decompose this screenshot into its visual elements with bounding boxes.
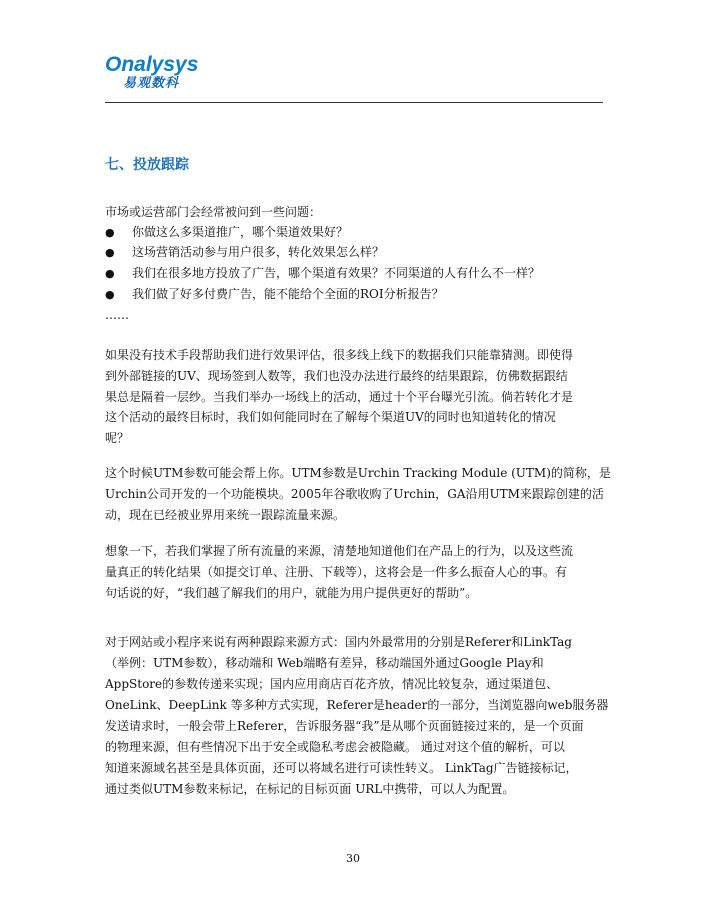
paragraph-line: 这个时候UTM参数可能会帮上你。UTM参数是Urchin Tracking Module (UTM)的简称，是 — [105, 466, 611, 480]
paragraph-line: 这个活动的最终目标时，我们如何能同时在了解每个渠道UV的同时也知道转化的情况 — [105, 410, 556, 424]
paragraph-line: 动，现在已经被业界用来统一跟踪流量来源。 — [105, 508, 346, 522]
intro-line: 市场或运营部门会经常被问到一些问题： — [105, 205, 322, 219]
bullet-text: 你做这么多渠道推广，哪个渠道效果好？ — [132, 225, 349, 239]
paragraph-line: OneLink、DeepLink 等多种方式实现，Referer是header的一部分，当浏览器向web服务器 — [105, 698, 609, 712]
ellipsis: …… — [105, 308, 129, 322]
paragraph-line: Urchin公司开发的一个功能模块。2005年谷歌收购了Urchin，GA沿用UTM来跟踪创建的活 — [105, 487, 604, 501]
bullet-icon: ● — [105, 288, 115, 301]
company-logo — [105, 54, 198, 92]
paragraph-line: 句话说的好，“我们越了解我们的用户，就能为用户提供更好的帮助”。 — [105, 586, 478, 600]
paragraph-line: 想象一下，若我们掌握了所有流量的来源，清楚地知道他们在产品上的行为，以及这些流 — [105, 544, 574, 558]
bullet-text: 我们做了好多付费广告，能不能给个全面的ROI分析报告？ — [132, 287, 444, 301]
paragraph-line: 量真正的转化结果（如提交订单、注册、下载等），这将会是一件多么振奋人心的事。有 — [105, 565, 568, 579]
paragraph-line: AppStore的参数传递来实现；国内应用商店百花齐放，情况比较复杂，通过渠道包、 — [105, 677, 559, 691]
paragraph-line: 的物理来源，但有些情况下出于安全或隐私考虑会被隐藏。 通过对这个值的解析，可以 — [105, 740, 565, 754]
section-title: 七、投放跟踪 — [105, 157, 189, 173]
bullet-item — [105, 222, 348, 243]
bullet-text: 我们在很多地方投放了广告，哪个渠道有效果？不同渠道的人有什么不一样？ — [132, 266, 541, 280]
bullet-icon: ● — [105, 226, 115, 239]
bullet-icon: ● — [105, 267, 115, 280]
bullet-icon: ● — [105, 246, 115, 259]
logo-wordmark: Onalysys — [105, 53, 199, 76]
header-divider — [105, 102, 603, 103]
paragraph-line: 果总是隔着一层纱。当我们举办一场线上的活动，通过十个平台曝光引流。倘若转化才是 — [105, 390, 574, 404]
bullet-item — [105, 263, 540, 284]
paragraph-line: 呢？ — [105, 431, 130, 445]
bullet-item — [105, 284, 444, 305]
paragraph-line: 到外部链接的UV、现场签到人数等，我们也没办法进行最终的结果跟踪，仿佛数据跟结 — [105, 369, 568, 383]
paragraph-line: 通过类似UTM参数来标记，在标记的目标页面 URL中携带，可以人为配置。 — [105, 782, 515, 796]
bullet-text: 这场营销活动参与用户很多，转化效果怎么样？ — [132, 245, 385, 259]
page-number: 30 — [346, 852, 360, 865]
paragraph-line: （举例：UTM参数），移动端和 Web端略有差异，移动端国外通过Google Play和 — [105, 656, 544, 670]
paragraph-line: 知道来源域名甚至是具体页面，还可以将域名进行可读性转义。 LinkTag广告链接标记， — [105, 761, 578, 775]
bullet-item — [105, 242, 384, 263]
logo-chinese-name: 易观数科 — [123, 76, 180, 91]
paragraph-line: 对于网站或小程序来说有两种跟踪来源方式：国内外最常用的分别是Referer和LinkTag — [105, 635, 572, 649]
paragraph-line: 发送请求时，一般会带上Referer，告诉服务器“我”是从哪个页面链接过来的，是一个页面 — [105, 719, 584, 733]
paragraph-line: 如果没有技术手段帮助我们进行效果评估，很多线上线下的数据我们只能靠猜测。即使得 — [105, 348, 574, 362]
